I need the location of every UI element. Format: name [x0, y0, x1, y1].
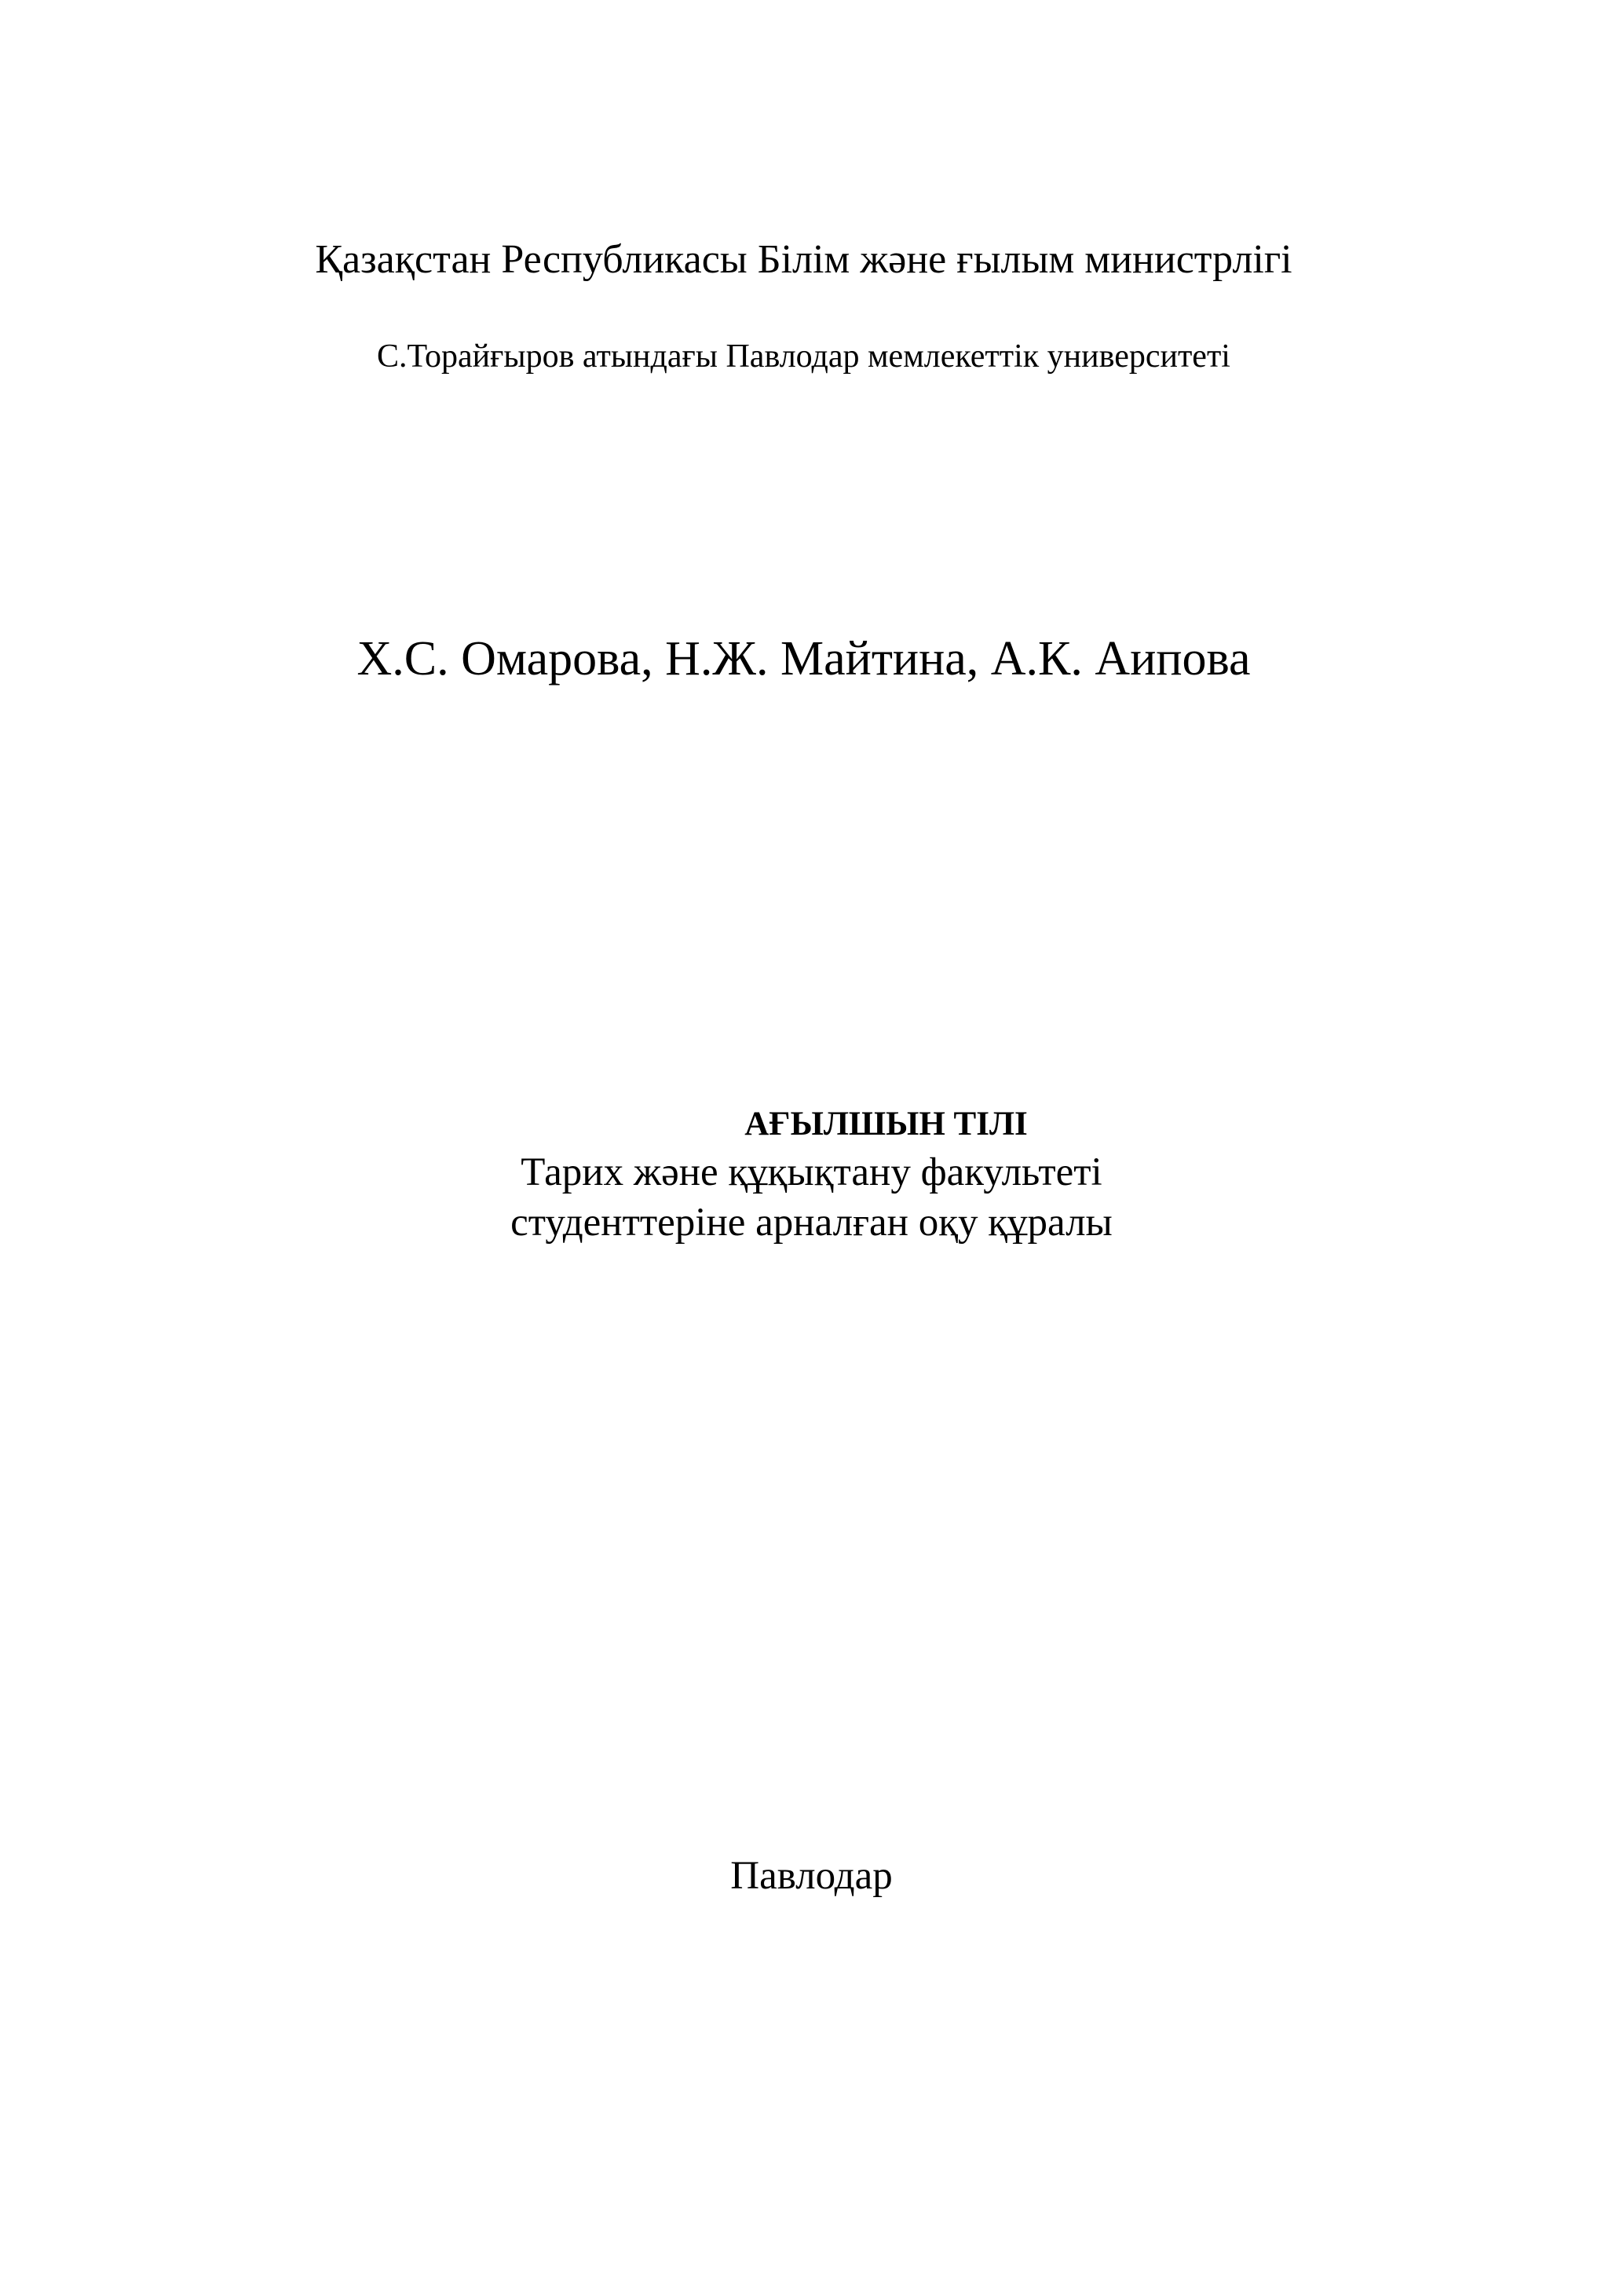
university-name: С.Торайғыров атындағы Павлодар мемлекеттік университеті [377, 338, 1230, 375]
publication-city: Павлодар [730, 1854, 893, 1898]
ministry-name: Қазақстан Республикасы Білім және ғылым министрлігі [315, 237, 1292, 282]
authors: Х.С. Омарова, Н.Ж. Майтина, А.К. Аипова [356, 632, 1251, 686]
description-line-1: Тарих және құқықтану факультеті [521, 1150, 1102, 1194]
subject-title: АҒЫЛШЫН ТІЛІ [744, 1106, 1028, 1143]
description-line-2: студенттеріне арналған оқу құралы [510, 1201, 1113, 1245]
